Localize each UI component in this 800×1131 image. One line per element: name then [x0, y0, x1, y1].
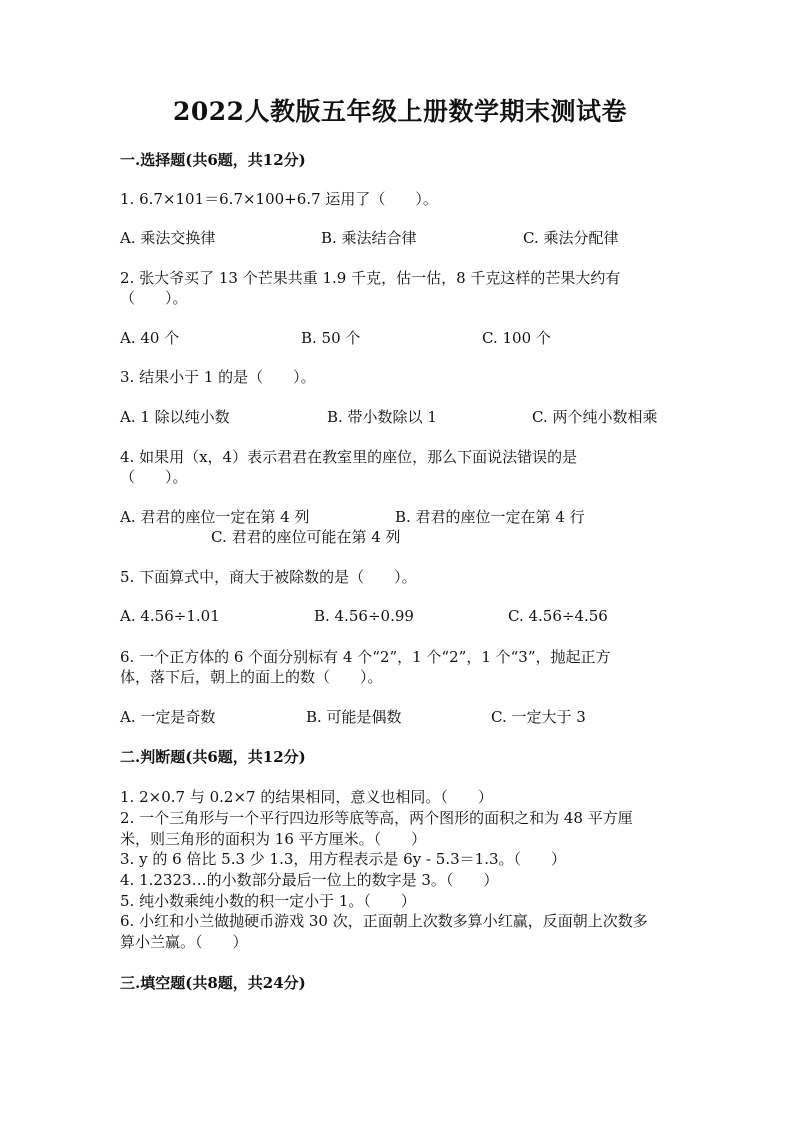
judgment-line: 2. 一个三角形与一个平行四边形等底等高，两个图形的面积之和为 48 平方厘 — [120, 809, 633, 827]
q4-option-b: B. 君君的座位一定在第 4 行 — [395, 508, 585, 526]
judgment-line: 5. 纯小数乘纯小数的积一定小于 1。（ ） — [120, 892, 416, 910]
q6-option-c: C. 一定大于 3 — [491, 708, 586, 726]
judgment-line: 1. 2×0.7 与 0.2×7 的结果相同，意义也相同。（ ） — [120, 788, 493, 806]
q1-option-b: B. 乘法结合律 — [321, 229, 417, 247]
page-title: 2022人教版五年级上册数学期末测试卷 — [172, 97, 628, 126]
question-4-line2: （ ）。 — [120, 468, 188, 486]
q5-option-a: A. 4.56÷1.01 — [120, 607, 220, 625]
q4-option-a: A. 君君的座位一定在第 4 列 — [120, 508, 310, 526]
question-2-line1: 2. 张大爷买了 13 个芒果共重 1.9 千克，估一估，8 千克这样的芒果大约有 — [120, 269, 621, 287]
q3-option-c: C. 两个纯小数相乘 — [532, 408, 658, 426]
q1-option-a: A. 乘法交换律 — [120, 229, 216, 247]
q6-option-b: B. 可能是偶数 — [306, 708, 402, 726]
section-heading-choice: 一.选择题(共6题，共12分) — [120, 151, 306, 169]
question-6-line2: 体，落下后，朝上的面上的数（ ）。 — [120, 668, 383, 686]
question-2-line2: （ ）。 — [120, 289, 188, 307]
section-heading-fill-in: 三.填空题(共8题，共24分) — [120, 974, 306, 992]
question-1: 1. 6.7×101＝6.7×100+6.7 运用了（ ）。 — [120, 190, 438, 208]
q3-option-a: A. 1 除以纯小数 — [120, 408, 230, 426]
q1-option-c: C. 乘法分配律 — [523, 229, 619, 247]
judgment-line: 3. y 的 6 倍比 5.3 少 1.3，用方程表示是 6y - 5.3＝1.3。（ ） — [120, 850, 567, 868]
q5-option-b: B. 4.56÷0.99 — [314, 607, 414, 625]
question-4-line1: 4. 如果用（x，4）表示君君在教室里的座位，那么下面说法错误的是 — [120, 448, 578, 466]
question-6-line1: 6. 一个正方体的 6 个面分别标有 4 个“2”，1 个“2”，1 个“3”，抛起正方 — [120, 648, 611, 666]
judgment-line: 4. 1.2323…的小数部分最后一位上的数字是 3。（ ） — [120, 871, 499, 889]
q5-option-c: C. 4.56÷4.56 — [508, 607, 608, 625]
question-3: 3. 结果小于 1 的是（ ）。 — [120, 368, 316, 386]
judgment-line: 6. 小红和小兰做抛硬币游戏 30 次，正面朝上次数多算小红赢，反面朝上次数多 — [120, 912, 648, 930]
section-heading-judgment: 二.判断题(共6题，共12分) — [120, 748, 306, 766]
q2-option-a: A. 40 个 — [120, 329, 180, 347]
q2-option-c: C. 100 个 — [482, 329, 551, 347]
judgment-line: 算小兰赢。（ ） — [120, 933, 248, 951]
q6-option-a: A. 一定是奇数 — [120, 708, 216, 726]
question-5: 5. 下面算式中，商大于被除数的是（ ）。 — [120, 568, 417, 586]
q2-option-b: B. 50 个 — [301, 329, 361, 347]
q3-option-b: B. 带小数除以 1 — [327, 408, 437, 426]
judgment-line: 米，则三角形的面积为 16 平方厘米。（ ） — [120, 830, 427, 848]
q4-option-c: C. 君君的座位可能在第 4 列 — [211, 528, 401, 546]
